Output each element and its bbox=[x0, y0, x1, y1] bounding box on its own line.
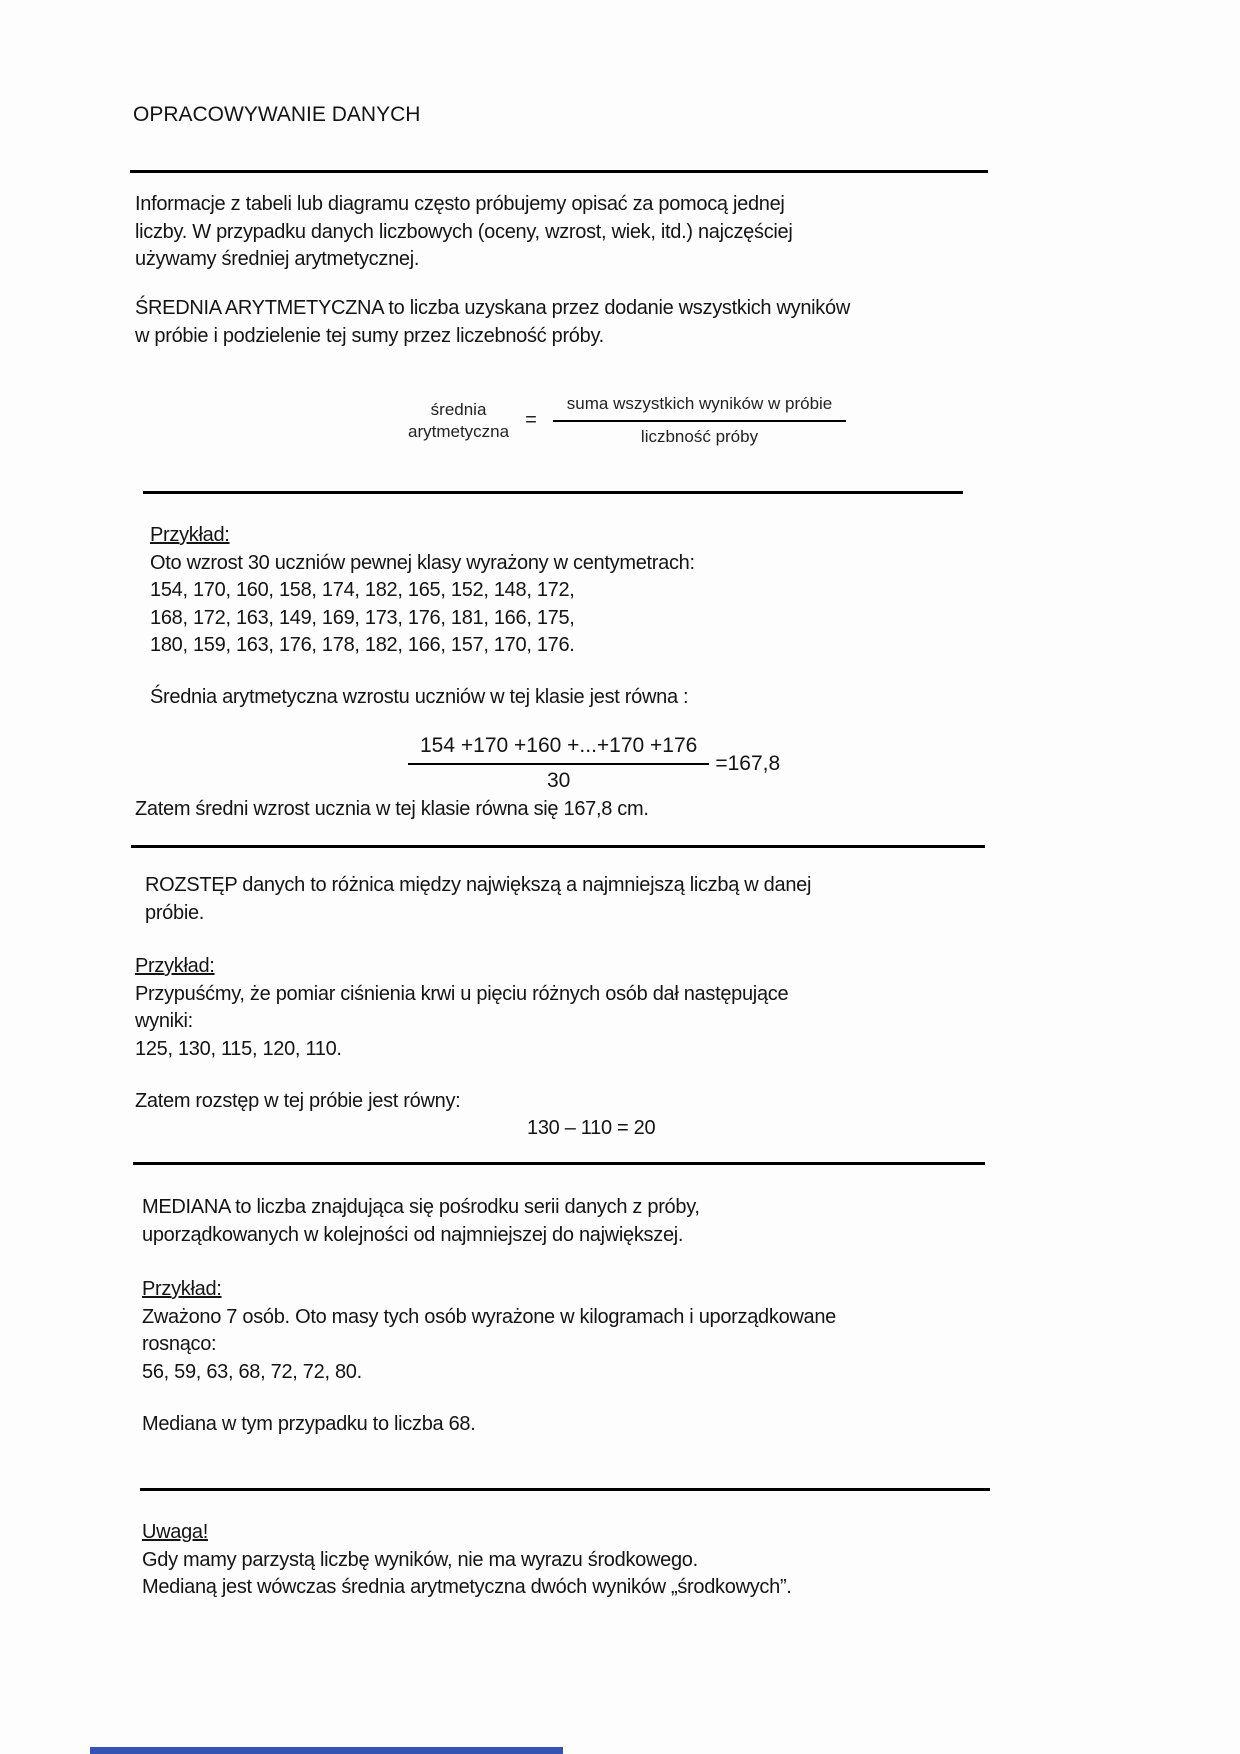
data-line: 56, 59, 63, 68, 72, 72, 80. bbox=[142, 1360, 362, 1383]
median-example bbox=[142, 1276, 836, 1386]
section-divider bbox=[140, 1488, 990, 1491]
range-definition bbox=[145, 872, 811, 927]
calculation-result: =167,8 bbox=[715, 751, 781, 775]
fraction bbox=[408, 734, 709, 793]
median-conclusion: Mediana w tym przypadku to liczba 68. bbox=[142, 1413, 476, 1435]
section-divider bbox=[133, 1162, 985, 1165]
median-definition bbox=[142, 1194, 700, 1249]
mean-calculation bbox=[408, 734, 780, 793]
bottom-blue-strip bbox=[90, 1747, 563, 1754]
example-intro: Zważono 7 osób. Oto masy tych osób wyrażone w kilogramach i uporządkowane bbox=[142, 1305, 837, 1328]
paragraph-line: liczby. W przypadku danych liczbowych (oceny, wzrost, wiek, itd.) najczęściej bbox=[135, 220, 793, 243]
note-section bbox=[142, 1519, 792, 1602]
example-intro: Przypuśćmy, że pomiar ciśnienia krwi u pięciu różnych osób dał następujące bbox=[135, 982, 789, 1005]
formula-lhs-line: średnia bbox=[430, 399, 487, 419]
equals-sign: = bbox=[525, 409, 537, 431]
formula-lhs-line: arytmetyczna bbox=[408, 421, 510, 441]
mean-formula bbox=[408, 394, 846, 447]
paragraph-line: uporządkowanych w kolejności od najmniejszej do największej. bbox=[142, 1223, 684, 1246]
paragraph-line: w próbie i podzielenie tej sumy przez liczebność próby. bbox=[135, 324, 604, 347]
fraction-numerator: 154 +170 +160 +...+170 +176 bbox=[408, 734, 709, 765]
paragraph-line: ROZSTĘP danych to różnica między największą a najmniejszą liczbą w danej bbox=[145, 874, 812, 896]
example-intro: wyniki: bbox=[135, 1010, 193, 1032]
data-line: 180, 159, 163, 176, 178, 182, 166, 157, 170, 176. bbox=[150, 634, 575, 656]
paragraph-line: używamy średniej arytmetycznej. bbox=[135, 248, 420, 270]
section-divider bbox=[130, 170, 988, 173]
example-heading: Przykład: bbox=[135, 955, 215, 977]
fraction-numerator: suma wszystkich wyników w próbie bbox=[553, 394, 846, 422]
section-divider bbox=[143, 491, 963, 494]
mean-example-statement: Średnia arytmetyczna wzrostu uczniów w tej klasie jest równa : bbox=[150, 686, 689, 708]
data-line: 154, 170, 160, 158, 174, 182, 165, 152, 148, 172, bbox=[150, 579, 575, 601]
note-heading: Uwaga! bbox=[142, 1521, 209, 1543]
paragraph-line: próbie. bbox=[145, 901, 205, 924]
range-statement: Zatem rozstęp w tej próbie jest równy: bbox=[135, 1090, 461, 1112]
intro-paragraph bbox=[135, 191, 793, 274]
example-heading: Przykład: bbox=[142, 1278, 222, 1300]
fraction bbox=[553, 394, 846, 447]
example-intro: rosnąco: bbox=[142, 1333, 217, 1355]
paragraph-line: Informacje z tabeli lub diagramu często próbujemy opisać za pomocą jednej bbox=[135, 193, 785, 215]
range-example bbox=[135, 953, 788, 1063]
data-line: 168, 172, 163, 149, 169, 173, 176, 181, 166, 175, bbox=[150, 606, 575, 629]
example-intro: Oto wzrost 30 uczniów pewnej klasy wyrażony w centymetrach: bbox=[150, 551, 695, 574]
mean-example-conclusion: Zatem średni wzrost ucznia w tej klasie równa się 167,8 cm. bbox=[135, 798, 649, 820]
example-heading: Przykład: bbox=[150, 524, 230, 546]
paragraph-line: Medianą jest wówczas średnia arytmetyczna dwóch wyników „środkowych”. bbox=[142, 1576, 792, 1598]
formula-lhs bbox=[408, 399, 509, 443]
page-title: OPRACOWYWANIE DANYCH bbox=[133, 103, 421, 126]
mean-definition-paragraph bbox=[135, 295, 850, 350]
fraction-denominator: 30 bbox=[547, 769, 571, 792]
paragraph-line: Gdy mamy parzystą liczbę wyników, nie ma wyrazu środkowego. bbox=[142, 1548, 698, 1571]
fraction-denominator: liczbność próby bbox=[640, 427, 759, 446]
paragraph-line: MEDIANA to liczba znajdująca się pośrodku serii danych z próby, bbox=[142, 1196, 700, 1218]
range-calculation: 130 – 110 = 20 bbox=[527, 1117, 656, 1139]
data-line: 125, 130, 115, 120, 110. bbox=[135, 1037, 342, 1060]
section-divider bbox=[131, 845, 985, 848]
paragraph-line: ŚREDNIA ARYTMETYCZNA to liczba uzyskana przez dodanie wszystkich wyników bbox=[135, 297, 850, 319]
mean-example bbox=[150, 522, 695, 660]
